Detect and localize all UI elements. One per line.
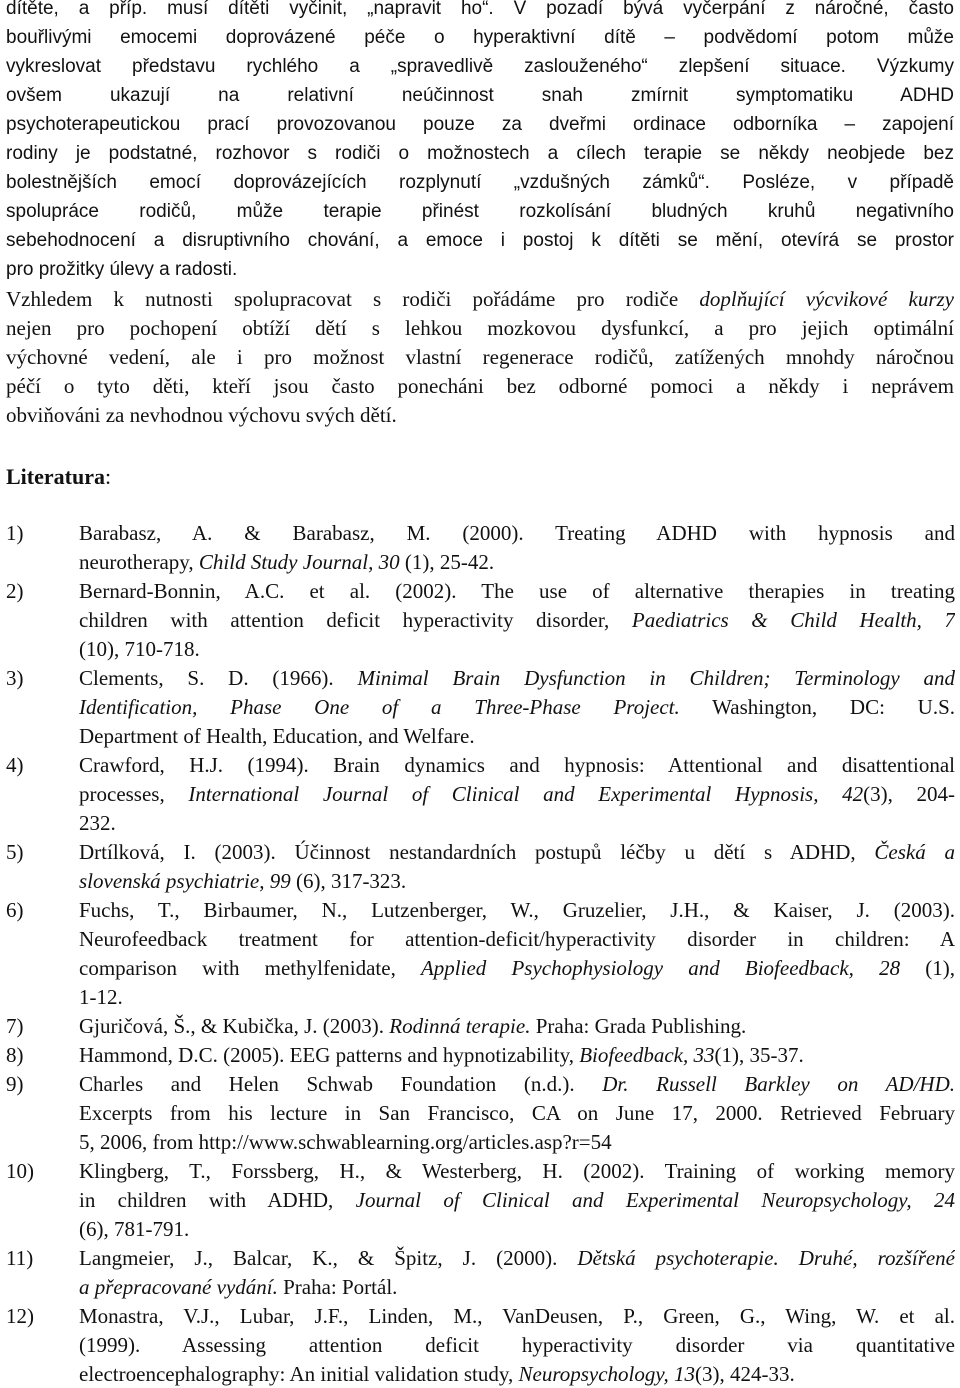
reference-line	[79, 664, 955, 693]
reference-italic-text: Minimal Brain Dysfunction in Children; Terminology and	[357, 666, 955, 690]
reference-text: (6), 781-791.	[79, 1217, 190, 1241]
paragraph-line: výchovné vedení, ale i pro možnost vlastní regenerace rodičů, zatížených mnohdy náročnou	[6, 345, 954, 369]
reference-number: 12)	[6, 1304, 34, 1328]
reference-text: Langmeier, J., Balcar, K., & Špitz, J. (2000).	[79, 1246, 578, 1270]
reference-number: 8)	[6, 1043, 24, 1067]
reference-italic-text: Paediatrics & Child Health, 7	[631, 608, 955, 632]
reference-text: neurotherapy,	[79, 550, 199, 574]
reference-text: Drtílková, I. (2003). Účinnost nestandardních postupů léčby u dětí s ADHD,	[79, 840, 875, 864]
reference-text: Excerpts from his lecture in San Francisco, CA on June 17, 2000. Retrieved February	[79, 1101, 955, 1125]
reference-line	[79, 1157, 955, 1186]
literature-title: Literatura	[6, 464, 105, 489]
paragraph-line: nejen pro pochopení obtíží dětí s lehkou mozkovou dysfunkcí, a pro jejich optimální	[6, 316, 954, 340]
reference-line	[79, 1128, 955, 1157]
reference-italic-text: Neuropsychology, 13	[518, 1362, 696, 1386]
reference-line	[79, 1273, 955, 1302]
reference-line	[79, 1186, 955, 1215]
reference-text: Praha: Grada Publishing.	[530, 1014, 747, 1038]
reference-line	[79, 954, 955, 983]
reference-line	[79, 780, 955, 809]
reference-line	[79, 983, 955, 1012]
reference-line	[79, 606, 955, 635]
reference-line	[79, 635, 955, 664]
paragraph-line: spolupráce rodičů, může terapie přinést rozkolísání bludných kruhů negativního	[6, 201, 954, 222]
reference-italic-text: Applied Psychophysiology and Biofeedback, 28	[420, 956, 901, 980]
reference-italic-text: Rodinná terapie.	[389, 1014, 531, 1038]
reference-text: (3), 424-33.	[695, 1362, 795, 1386]
reference-text: 1-12.	[79, 985, 123, 1009]
reference-text: Clements, S. D. (1966).	[79, 666, 358, 690]
reference-text: Klingberg, T., Forssberg, H., & Westerberg, H. (2002). Training of working memory	[79, 1159, 955, 1183]
literature-heading	[6, 462, 111, 491]
reference-text: (6), 317-323.	[290, 869, 407, 893]
reference-text: Gjuričová, Š., & Kubička, J. (2003).	[79, 1014, 390, 1038]
reference-text: Department of Health, Education, and Welfare.	[79, 724, 475, 748]
reference-line	[79, 519, 955, 548]
course-emphasis: doplňující výcvikové kurzy	[699, 287, 954, 311]
reference-text: Hammond, D.C. (2005). EEG patterns and hypnotizability,	[79, 1043, 580, 1067]
reference-text: (10), 710-718.	[79, 637, 200, 661]
reference-line	[79, 1070, 955, 1099]
reference-line	[79, 577, 955, 606]
reference-number: 11)	[6, 1246, 34, 1270]
reference-line	[79, 722, 955, 751]
reference-text: Crawford, H.J. (1994). Brain dynamics and hypnosis: Attentional and disattentional	[79, 753, 955, 777]
reference-line	[79, 867, 955, 896]
literature-colon: :	[104, 464, 112, 489]
paragraph-line: bolestnějších emocí doprovázejících rozplynutí „vzdušných zámků“. Posléze, v případě	[6, 172, 954, 193]
reference-text: children with attention deficit hyperactivity disorder,	[79, 608, 632, 632]
reference-text: Barabasz, A. & Barabasz, M. (2000). Treating ADHD with hypnosis and	[79, 521, 955, 545]
reference-number: 4)	[6, 753, 24, 777]
reference-line	[79, 1041, 955, 1070]
paragraph-line: obviňováni za nevhodnou výchovu svých dětí.	[6, 403, 397, 427]
reference-italic-text: Dětská psychoterapie. Druhé, rozšířené	[577, 1246, 955, 1270]
reference-number: 5)	[6, 840, 24, 864]
reference-number: 1)	[6, 521, 24, 545]
reference-text: 5, 2006, from http://www.schwablearning.org/articles.asp?r=54	[79, 1130, 612, 1154]
paragraph-line: rodiny je podstatné, rozhovor s rodiči o možnostech a cílech terapie se někdy neobjede bez	[6, 143, 954, 164]
reference-line	[79, 1099, 955, 1128]
reference-text: (1), 35-37.	[714, 1043, 804, 1067]
reference-italic-text: Dr. Russell Barkley on AD/HD.	[602, 1072, 955, 1096]
reference-text: in children with ADHD,	[79, 1188, 356, 1212]
reference-line	[79, 1331, 955, 1360]
reference-text: Praha: Portál.	[277, 1275, 398, 1299]
paragraph-text: Vzhledem k nutnosti spolupracovat s rodiči pořádáme pro rodiče	[6, 287, 700, 311]
reference-italic-text: Journal of Clinical and Experimental Neuropsychology, 24	[355, 1188, 955, 1212]
reference-line	[79, 1360, 955, 1388]
reference-text: (1),	[900, 956, 955, 980]
reference-text: (1), 25-42.	[399, 550, 495, 574]
paragraph-line: bouřlivými emocemi doprovázené péče o hyperaktivní dítě – podvědomí potom může	[6, 27, 954, 48]
paragraph-line: vykreslovat představu rychlého a „spravedlivě zaslouženého“ zlepšení situace. Výzkumy	[6, 56, 954, 77]
reference-italic-text: a přepracované vydání.	[79, 1275, 278, 1299]
reference-text: (1999). Assessing attention deficit hyperactivity disorder via quantitative	[79, 1333, 955, 1357]
reference-number: 7)	[6, 1014, 24, 1038]
paragraph-line: péčí o tyto děti, kteří jsou často ponecháni bez odborné pomoci a někdy i neprávem	[6, 374, 954, 398]
reference-text: Neurofeedback treatment for attention-deficit/hyperactivity disorder in children: A	[79, 927, 955, 951]
reference-line	[79, 1012, 955, 1041]
reference-italic-text: Identification, Phase One of a Three-Phase Project.	[79, 695, 680, 719]
reference-line	[79, 925, 955, 954]
reference-text: Bernard-Bonnin, A.C. et al. (2002). The use of alternative therapies in treating	[79, 579, 955, 603]
reference-text: electroencephalography: An initial validation study,	[79, 1362, 519, 1386]
reference-italic-text: Child Study Journal, 30	[198, 550, 400, 574]
paragraph-line: psychoterapeutickou prací provozovanou pouze za dveřmi ordinace odborníka – zapojení	[6, 114, 954, 135]
reference-number: 2)	[6, 579, 24, 603]
reference-line	[79, 1215, 955, 1244]
paragraph-line: sebehodnocení a disruptivního chování, a emoce i postoj k dítěti se mění, otevírá se prostor	[6, 230, 954, 251]
reference-number: 10)	[6, 1159, 34, 1183]
reference-line	[79, 548, 955, 577]
reference-text: Washington, DC: U.S.	[679, 695, 955, 719]
reference-line	[79, 838, 955, 867]
reference-line	[79, 693, 955, 722]
reference-text: 232.	[79, 811, 116, 835]
reference-italic-text: International Journal of Clinical and Experimental Hypnosis, 42	[188, 782, 864, 806]
reference-line	[79, 751, 955, 780]
reference-text: processes,	[79, 782, 189, 806]
reference-text: comparison with methylfenidate,	[79, 956, 421, 980]
reference-line	[79, 896, 955, 925]
reference-line	[79, 1302, 955, 1331]
reference-number: 9)	[6, 1072, 24, 1096]
reference-number: 6)	[6, 898, 24, 922]
reference-number: 3)	[6, 666, 24, 690]
reference-line	[79, 1244, 955, 1273]
reference-text: Monastra, V.J., Lubar, J.F., Linden, M., VanDeusen, P., Green, G., Wing, W. et al.	[79, 1304, 955, 1328]
reference-line	[79, 809, 955, 838]
reference-text: (3), 204-	[863, 782, 955, 806]
reference-text: Charles and Helen Schwab Foundation (n.d.).	[79, 1072, 603, 1096]
reference-text: Fuchs, T., Birbaumer, N., Lutzenberger, W., Gruzelier, J.H., & Kaiser, J. (2003).	[79, 898, 955, 922]
reference-italic-text: slovenská psychiatrie, 99	[79, 869, 291, 893]
paragraph-line: ovšem ukazují na relativní neúčinnost snah zmírnit symptomatiku ADHD	[6, 85, 954, 106]
reference-italic-text: Biofeedback, 33	[579, 1043, 715, 1067]
paragraph-line	[6, 285, 954, 314]
reference-italic-text: Česká a	[874, 840, 955, 864]
paragraph-line: dítěte, a příp. musí dítěti vyčinit, „napravit ho“. V pozadí bývá vyčerpání z náročné, často	[6, 0, 954, 19]
paragraph-line: pro prožitky úlevy a radosti.	[6, 259, 238, 280]
